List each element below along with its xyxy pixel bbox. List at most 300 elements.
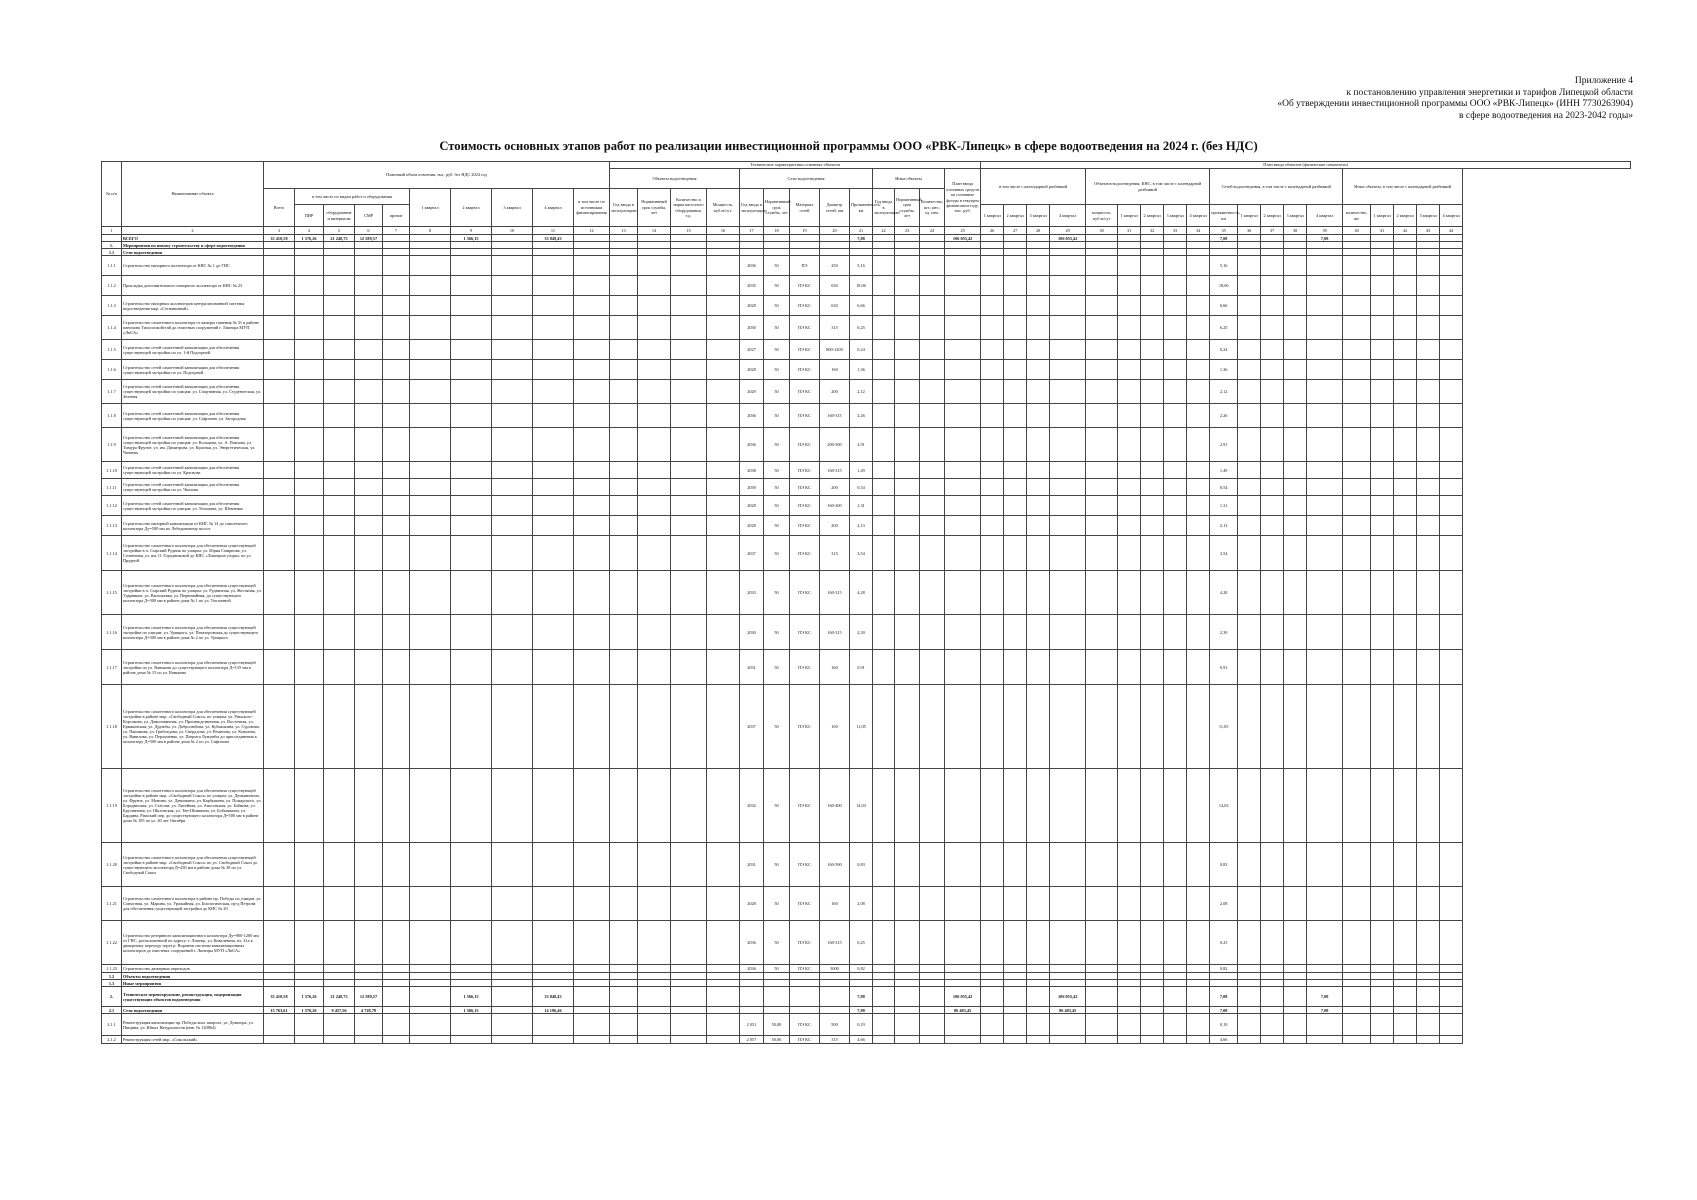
table-row (102, 479, 1631, 496)
empty-cell (920, 887, 945, 921)
net-year-cell: 2028 (740, 296, 764, 316)
empty-cell (1261, 571, 1284, 615)
empty-cell (1118, 360, 1141, 380)
empty-cell (920, 462, 945, 479)
empty-cell (1027, 1014, 1050, 1036)
empty-cell (1261, 965, 1284, 973)
empty-cell (1050, 843, 1086, 887)
empty-cell (1118, 479, 1141, 496)
empty-cell (410, 235, 451, 242)
empty-cell (610, 462, 638, 479)
empty-cell (1118, 340, 1141, 360)
empty-cell (451, 296, 492, 316)
empty-cell (1284, 843, 1307, 887)
empty-cell (920, 340, 945, 360)
empty-cell (451, 249, 492, 256)
empty-cell (1307, 1014, 1343, 1036)
empty-cell (1086, 685, 1118, 769)
empty-cell (1238, 428, 1261, 462)
empty-cell (610, 296, 638, 316)
net-diameter-cell: 630 (820, 296, 850, 316)
empty-cell (324, 428, 355, 462)
empty-cell (1417, 256, 1440, 276)
empty-cell (1238, 965, 1261, 973)
table-header (102, 162, 1631, 235)
empty-cell (1307, 340, 1343, 360)
empty-cell (410, 921, 451, 965)
empty-cell (895, 428, 920, 462)
column-number: 42 (1394, 227, 1417, 235)
appendix-block (1277, 76, 1633, 122)
empty-cell (451, 769, 492, 843)
net-year-cell: 2031 (740, 843, 764, 887)
net-diameter-cell: 250 (820, 256, 850, 276)
empty-cell (638, 242, 671, 249)
net-year-cell: 2 057 (740, 1036, 764, 1044)
empty-cell (981, 479, 1004, 496)
column-number: 31 (1118, 227, 1141, 235)
empty-cell (1440, 887, 1463, 921)
empty-cell (873, 235, 895, 242)
empty-cell (1118, 316, 1141, 340)
empty-cell (1371, 516, 1394, 536)
empty-cell (295, 296, 324, 316)
empty-cell (1417, 235, 1440, 242)
empty-cell (1050, 242, 1086, 249)
empty-cell (1284, 536, 1307, 571)
empty-cell (1261, 360, 1284, 380)
empty-cell (1027, 496, 1050, 516)
empty-cell (1027, 1036, 1050, 1044)
empty-cell (533, 276, 574, 296)
empty-cell (1343, 235, 1371, 242)
empty-cell (1394, 965, 1417, 973)
length-plan-cell: 1,49 (1210, 462, 1238, 479)
empty-cell (1284, 360, 1307, 380)
empty-cell (1141, 256, 1164, 276)
empty-cell (410, 843, 451, 887)
document-title: Стоимость основных этапов работ по реализации инвестиционной программы ООО «РВК-Липецк» в сфере водоотведения на 2024 г. (без НДС) (439, 139, 1258, 153)
header-oth-q: 4 квартал (1440, 205, 1463, 227)
empty-cell (1440, 428, 1463, 462)
row-number: 1.1.6 (102, 360, 122, 380)
empty-cell (895, 973, 920, 980)
column-number: 16 (707, 227, 740, 235)
row-number: 1.1.15 (102, 571, 122, 615)
net-life-cell: 50,00 (764, 1014, 790, 1036)
empty-cell (1118, 462, 1141, 479)
empty-cell (1141, 428, 1164, 462)
empty-cell (451, 973, 492, 980)
empty-cell (383, 615, 410, 650)
empty-cell (1307, 496, 1343, 516)
empty-cell (790, 973, 820, 980)
empty-cell (1086, 650, 1118, 685)
empty-cell (1050, 887, 1086, 921)
empty-cell (1417, 965, 1440, 973)
empty-cell (355, 249, 383, 256)
empty-cell (1394, 404, 1417, 428)
empty-cell (920, 615, 945, 650)
empty-cell (383, 256, 410, 276)
net-length-cell: 2,12 (850, 380, 873, 404)
empty-cell (1004, 360, 1027, 380)
empty-cell (671, 987, 707, 1007)
empty-cell (671, 571, 707, 615)
net-life-cell: 50 (764, 462, 790, 479)
empty-cell (981, 615, 1004, 650)
empty-cell (574, 380, 610, 404)
empty-cell (1187, 296, 1210, 316)
empty-cell (355, 685, 383, 769)
net-life-cell: 50 (764, 360, 790, 380)
empty-cell (707, 516, 740, 536)
net-material-cell: ПЭ КС (790, 428, 820, 462)
row-number: 1.1.23 (102, 965, 122, 973)
empty-cell (1118, 296, 1141, 316)
empty-cell (410, 360, 451, 380)
empty-cell (1141, 242, 1164, 249)
column-number: 2 (122, 227, 264, 235)
empty-cell (264, 296, 295, 316)
empty-cell (1440, 249, 1463, 256)
empty-cell (383, 404, 410, 428)
empty-cell (638, 887, 671, 921)
empty-cell (920, 921, 945, 965)
empty-cell (873, 256, 895, 276)
row-number (102, 235, 122, 242)
row-number: 1.1.5 (102, 340, 122, 360)
empty-cell (1004, 242, 1027, 249)
empty-cell (451, 380, 492, 404)
empty-cell (764, 973, 790, 980)
empty-cell (1307, 256, 1343, 276)
length-plan-cell: 2,08 (1210, 887, 1238, 921)
row-number: 1.1.18 (102, 685, 122, 769)
empty-cell (295, 973, 324, 980)
empty-cell (1261, 242, 1284, 249)
empty-cell (610, 843, 638, 887)
column-number-row (102, 227, 1631, 235)
empty-cell (1371, 887, 1394, 921)
net-life-cell: 50 (764, 615, 790, 650)
empty-cell (610, 887, 638, 921)
column-number: 3 (264, 227, 295, 235)
empty-cell (264, 496, 295, 516)
empty-cell (671, 404, 707, 428)
empty-cell (1284, 571, 1307, 615)
empty-cell (1343, 685, 1371, 769)
empty-cell (1027, 296, 1050, 316)
header-q3: 3 квартал (492, 189, 533, 227)
empty-cell (1261, 496, 1284, 516)
length-plan-cell: 0,91 (1210, 650, 1238, 685)
empty-cell (1238, 380, 1261, 404)
empty-cell (1141, 965, 1164, 973)
table-row (102, 276, 1631, 296)
length-plan-cell: 18,06 (1210, 276, 1238, 296)
net-material-cell: ПЭ КС (790, 462, 820, 479)
empty-cell (1394, 296, 1417, 316)
empty-cell (945, 316, 981, 340)
row-number: 1.1.17 (102, 650, 122, 685)
row-name: Строительство сетей самотечной канализации для обеспечения существующей застройки по ул. 1-й Подгорной (122, 340, 264, 360)
empty-cell (492, 536, 533, 571)
empty-cell (492, 235, 533, 242)
empty-cell (574, 887, 610, 921)
empty-cell (1187, 615, 1210, 650)
empty-cell (533, 380, 574, 404)
empty-cell (410, 1007, 451, 1014)
empty-cell (1394, 1007, 1417, 1014)
net-length-cell: 0,25 (850, 921, 873, 965)
empty-cell (451, 462, 492, 479)
header-kns-q: 3 квартал (1164, 205, 1187, 227)
pir-cell: 1 576,26 (295, 987, 324, 1007)
empty-cell (638, 249, 671, 256)
empty-cell (295, 404, 324, 428)
empty-cell (1371, 235, 1394, 242)
empty-cell (324, 685, 355, 769)
empty-cell (355, 843, 383, 887)
empty-cell (1440, 242, 1463, 249)
header-cal-q: 1 квартал (981, 205, 1004, 227)
row-name: Строительство самотечного коллектора для обеспечения существующей застройки в районе мкр. «Свободный Сокол» по ул. Свободный Сокол до существующего коллектора Д=250 мм в районе дома № 38 по ул. Свободный Сокол (122, 843, 264, 887)
header-oth-qty: Количество, шт.; квт.; ед. изм. (920, 189, 945, 227)
empty-cell (707, 887, 740, 921)
net-length-cell: 7,08 (850, 235, 873, 242)
empty-cell (410, 249, 451, 256)
empty-cell (264, 479, 295, 496)
empty-cell (533, 571, 574, 615)
row-number: 1.1 (102, 249, 122, 256)
empty-cell (610, 1007, 638, 1014)
empty-cell (1307, 479, 1343, 496)
empty-cell (1394, 380, 1417, 404)
empty-cell (638, 973, 671, 980)
empty-cell (1004, 1014, 1027, 1036)
empty-cell (264, 973, 295, 980)
empty-cell (410, 256, 451, 276)
net-year-cell: 2036 (740, 256, 764, 276)
empty-cell (1027, 965, 1050, 973)
empty-cell (740, 249, 764, 256)
empty-cell (610, 242, 638, 249)
net-length-cell: 7,08 (850, 1007, 873, 1014)
empty-cell (1141, 615, 1164, 650)
empty-cell (451, 479, 492, 496)
empty-cell (324, 316, 355, 340)
empty-cell (295, 380, 324, 404)
empty-cell (1284, 256, 1307, 276)
empty-cell (1440, 973, 1463, 980)
empty-cell (1371, 843, 1394, 887)
empty-cell (638, 462, 671, 479)
net-diameter-cell: 200 (820, 516, 850, 536)
empty-cell (410, 276, 451, 296)
empty-cell (671, 380, 707, 404)
empty-cell (1417, 404, 1440, 428)
net-life-cell: 50 (764, 380, 790, 404)
empty-cell (920, 479, 945, 496)
net-material-cell: ПЭ КС (790, 685, 820, 769)
empty-cell (671, 235, 707, 242)
empty-cell (1086, 536, 1118, 571)
table-row (102, 650, 1631, 685)
empty-cell (355, 571, 383, 615)
empty-cell (707, 276, 740, 296)
empty-cell (638, 496, 671, 516)
empty-cell (920, 769, 945, 843)
column-number: 24 (920, 227, 945, 235)
empty-cell (1394, 571, 1417, 615)
empty-cell (981, 242, 1004, 249)
empty-cell (533, 249, 574, 256)
empty-cell (324, 887, 355, 921)
empty-cell (895, 685, 920, 769)
net-diameter-cell: 160-315 (820, 615, 850, 650)
empty-cell (707, 769, 740, 843)
empty-cell (1118, 404, 1141, 428)
length-plan-cell: 3,54 (1210, 536, 1238, 571)
empty-cell (1417, 242, 1440, 249)
empty-cell (492, 360, 533, 380)
empty-cell (1371, 296, 1394, 316)
empty-cell (1371, 1036, 1394, 1044)
empty-cell (383, 1007, 410, 1014)
empty-cell (324, 973, 355, 980)
empty-cell (1261, 516, 1284, 536)
row-name: Строительство сетей самотечной канализации для обеспечения существующей застройки по улицам: ул. Тельмана, ул. Шевченко (122, 496, 264, 516)
header-oth-q: 3 квартал (1417, 205, 1440, 227)
net-material-cell: ПЭ КС (790, 769, 820, 843)
empty-cell (945, 479, 981, 496)
empty-cell (610, 249, 638, 256)
empty-cell (1118, 987, 1141, 1007)
empty-cell (1284, 887, 1307, 921)
empty-cell (533, 242, 574, 249)
length-q4-cell: 7,08 (1307, 235, 1343, 242)
empty-cell (1307, 428, 1343, 462)
row-name: Сети водоотведения (122, 1007, 264, 1014)
net-year-cell: 2031 (740, 650, 764, 685)
column-number: 34 (1187, 227, 1210, 235)
row-name: Иные мероприятия (122, 980, 264, 987)
empty-cell (1027, 462, 1050, 479)
empty-cell (873, 380, 895, 404)
empty-cell (1004, 1007, 1027, 1014)
empty-cell (1394, 496, 1417, 516)
length-plan-cell: 0,83 (1210, 843, 1238, 887)
empty-cell (1086, 987, 1118, 1007)
empty-cell (1307, 316, 1343, 340)
empty-cell (1141, 462, 1164, 479)
empty-cell (1343, 843, 1371, 887)
empty-cell (945, 536, 981, 571)
empty-cell (981, 887, 1004, 921)
empty-cell (1118, 615, 1141, 650)
length-plan-cell: 6,25 (1210, 316, 1238, 340)
empty-cell (1343, 615, 1371, 650)
empty-cell (1284, 404, 1307, 428)
empty-cell (895, 256, 920, 276)
empty-cell (671, 276, 707, 296)
empty-cell (1417, 1007, 1440, 1014)
net-diameter-cell: 800-1200 (820, 340, 850, 360)
empty-cell (895, 516, 920, 536)
empty-cell (410, 887, 451, 921)
empty-cell (264, 516, 295, 536)
empty-cell (574, 496, 610, 516)
header-kns-group: Объектов водоотведения: КНС, в том числе с календарной разбивкой (1086, 169, 1210, 205)
header-net-material: Материал сетей (790, 189, 820, 227)
empty-cell (610, 650, 638, 685)
empty-cell (1086, 516, 1118, 536)
empty-cell (295, 256, 324, 276)
empty-cell (981, 980, 1004, 987)
empty-cell (355, 650, 383, 685)
empty-cell (492, 276, 533, 296)
header-smr: СМР (355, 205, 383, 227)
empty-cell (1004, 980, 1027, 987)
empty-cell (1210, 242, 1238, 249)
empty-cell (610, 235, 638, 242)
empty-cell (1238, 360, 1261, 380)
empty-cell (1371, 316, 1394, 340)
empty-cell (895, 769, 920, 843)
empty-cell (1284, 685, 1307, 769)
net-material-cell: ПЭ КС (790, 296, 820, 316)
empty-cell (1164, 316, 1187, 340)
empty-cell (1261, 843, 1284, 887)
empty-cell (383, 571, 410, 615)
net-length-cell: 11,05 (850, 685, 873, 769)
empty-cell (492, 404, 533, 428)
header-q4: 4 квартал (533, 189, 574, 227)
empty-cell (1050, 536, 1086, 571)
empty-cell (1164, 973, 1187, 980)
empty-cell (383, 1014, 410, 1036)
empty-cell (610, 921, 638, 965)
empty-cell (873, 536, 895, 571)
empty-cell (1284, 340, 1307, 360)
empty-cell (1086, 340, 1118, 360)
empty-cell (1238, 1014, 1261, 1036)
empty-cell (945, 380, 981, 404)
header-qty-unit: количество, шт. (1343, 205, 1371, 227)
empty-cell (324, 296, 355, 316)
empty-cell (1394, 536, 1417, 571)
empty-cell (1394, 685, 1417, 769)
empty-cell (945, 256, 981, 276)
net-life-cell: 50 (764, 404, 790, 428)
empty-cell (1440, 1007, 1463, 1014)
empty-cell (1440, 276, 1463, 296)
empty-cell (873, 340, 895, 360)
empty-cell (533, 921, 574, 965)
empty-cell (1027, 276, 1050, 296)
empty-cell (574, 316, 610, 340)
empty-cell (1187, 987, 1210, 1007)
empty-cell (1187, 536, 1210, 571)
empty-cell (1004, 256, 1027, 276)
empty-cell (671, 496, 707, 516)
empty-cell (410, 650, 451, 685)
empty-cell (1027, 973, 1050, 980)
table-row (102, 340, 1631, 360)
empty-cell (410, 980, 451, 987)
empty-cell (873, 516, 895, 536)
